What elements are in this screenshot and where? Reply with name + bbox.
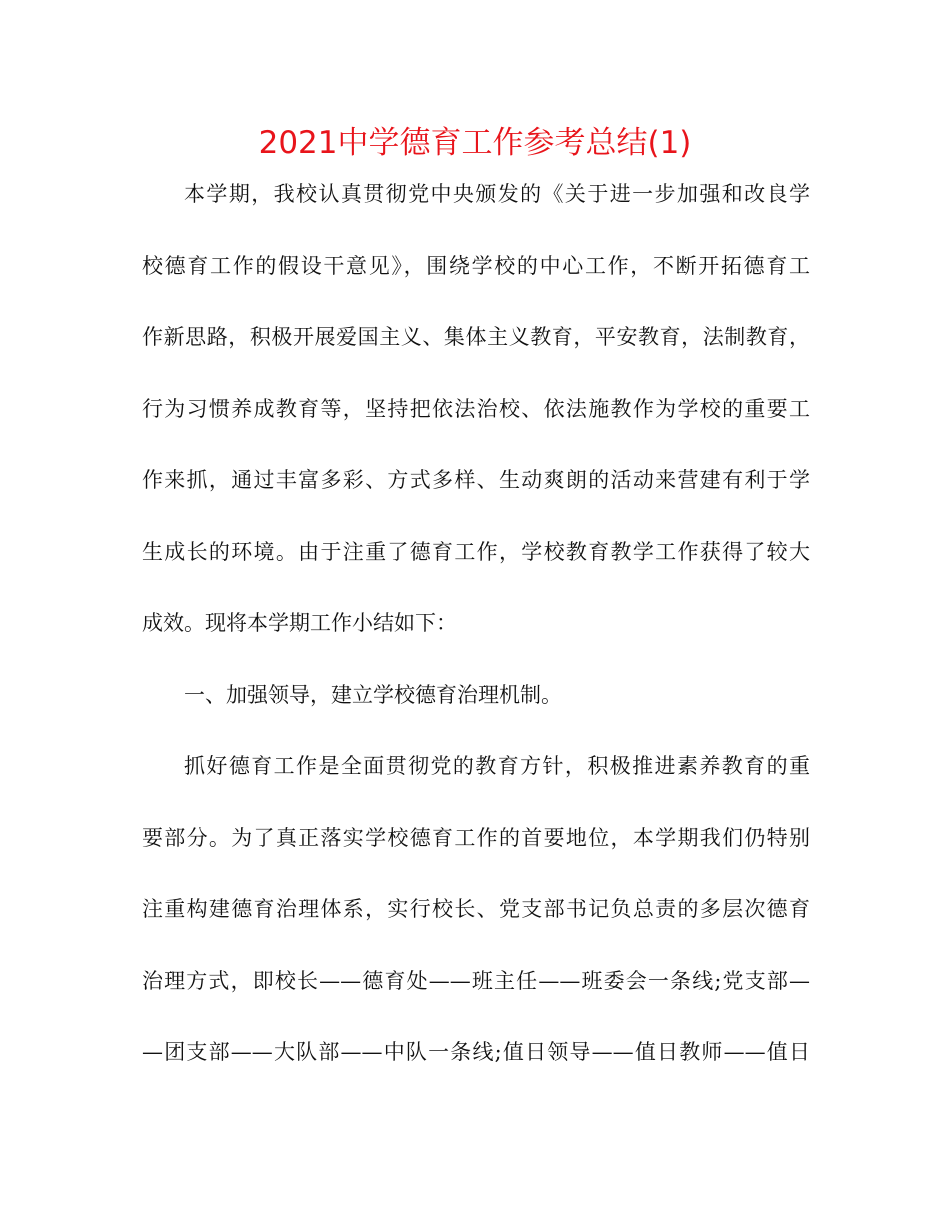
paragraph-line: 作新思路，积极开展爱国主义、集体主义教育，平安教育，法制教育， bbox=[142, 325, 810, 349]
paragraph-line: 注重构建德育治理体系，实行校长、党支部书记负总责的多层次德育 bbox=[142, 897, 810, 921]
paragraph-line: 要部分。为了真正落实学校德育工作的首要地位，本学期我们仍特别 bbox=[142, 825, 810, 850]
document-body bbox=[142, 176, 810, 1106]
paragraph-line: 作来抓，通过丰富多彩、方式多样、生动爽朗的活动来营建有利于学 bbox=[142, 468, 810, 492]
paragraph-line: 生成长的环境。由于注重了德育工作，学校教育教学工作获得了较大 bbox=[142, 539, 810, 564]
paragraph-line: 成效。现将本学期工作小结如下： bbox=[142, 611, 457, 635]
paragraph-line: 行为习惯养成教育等，坚持把依法治校、依法施教作为学校的重要工 bbox=[142, 396, 810, 421]
paragraph-line: 治理方式，即校长——德育处——班主任——班委会一条线;党支部— bbox=[142, 968, 810, 993]
paragraph-line: 校德育工作的假设干意见》，围绕学校的中心工作，不断开拓德育工 bbox=[142, 253, 810, 278]
document-title: 2021中学德育工作参考总结(1) bbox=[258, 125, 692, 161]
paragraph-line: —团支部——大队部——中队一条线;值日领导——值日教师——值日 bbox=[142, 1040, 810, 1064]
section-heading: 一、加强领导，建立学校德育治理机制。 bbox=[184, 682, 562, 707]
paragraph-line: 本学期，我校认真贯彻党中央颁发的《关于进一步加强和改良学 bbox=[184, 182, 810, 206]
paragraph-line: 抓好德育工作是全面贯彻党的教育方针，积极推进素养教育的重 bbox=[184, 754, 810, 778]
